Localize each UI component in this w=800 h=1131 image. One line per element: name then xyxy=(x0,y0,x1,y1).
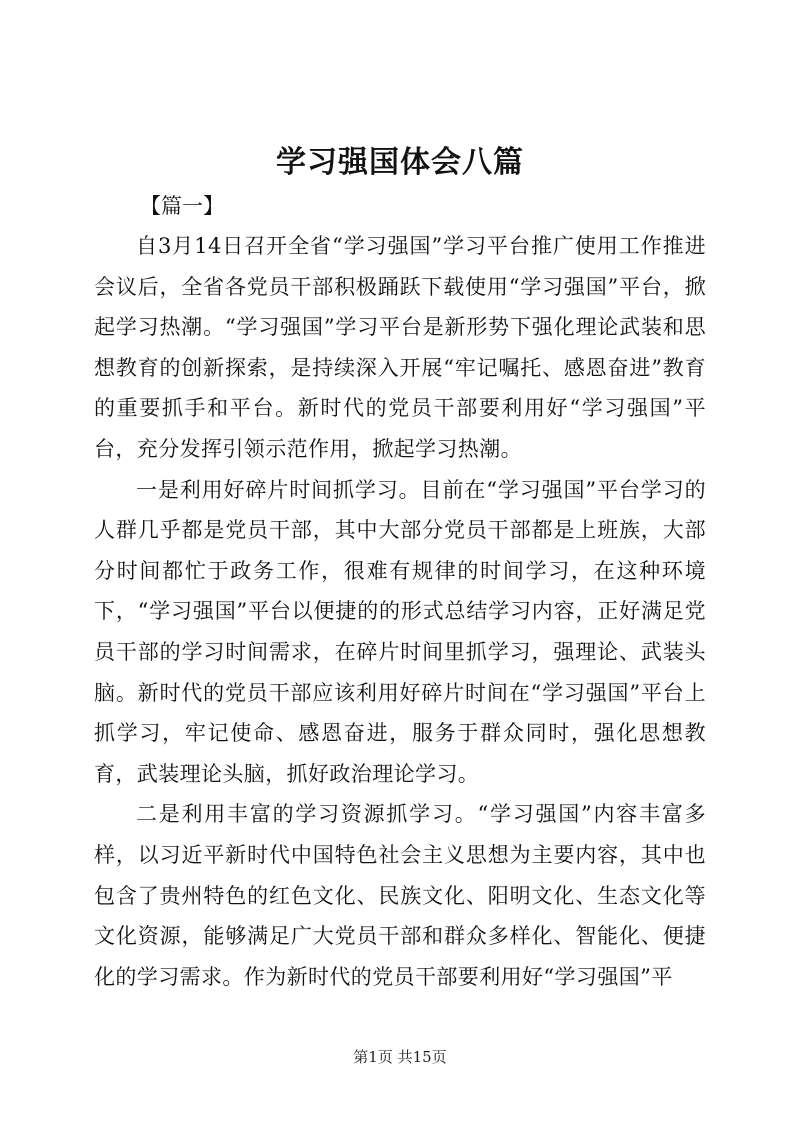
page-indicator: 第1页 共15页 xyxy=(353,1048,447,1066)
page-footer xyxy=(0,1045,800,1069)
document-body xyxy=(94,226,706,997)
paragraph-2: 一是利用好碎片时间抓学习。目前在“学习强国”平台学习的人群几乎都是党员干部，其中大部分党员干部都是上班族，大部分时间都忙于政务工作，很难有规律的时间学习，在这种环境下，“学习强国”平台以便捷的的形式总结学习内容，正好满足党员干部的学习时间需求，在碎片时间里抓学习，强理论、武装头脑。新时代的党员干部应该利用好碎片时间在“学习强国”平台上抓学习，牢记使命、感恩奋进，服务于群众同时，强化思想教育，武装理论头脑，抓好政治理论学习。 xyxy=(94,477,706,786)
section-heading: 【篇一】 xyxy=(140,194,224,218)
paragraph-1: 自3月14日召开全省“学习强国”学习平台推广使用工作推进会议后，全省各党员干部积极踊跃下载使用“学习强国”平台，掀起学习热潮。“学习强国”学习平台是新形势下强化理论武装和思想教育的创新探索，是持续深入开展“牢记嘱托、感恩奋进”教育的重要抓手和平台。新时代的党员干部要利用好“学习强国”平台，充分发挥引领示范作用，掀起学习热潮。 xyxy=(94,234,706,461)
paragraph-3: 二是利用丰富的学习资源抓学习。“学习强国”内容丰富多样，以习近平新时代中国特色社会主义思想为主要内容，其中也包含了贵州特色的红色文化、民族文化、阳明文化、生态文化等文化资源，能够满足广大党员干部和群众多样化、智能化、便捷化的学习需求。作为新时代的党员干部要利用好“学习强国”平 xyxy=(94,802,706,989)
document-title: 学习强国体会八篇 xyxy=(276,145,524,180)
